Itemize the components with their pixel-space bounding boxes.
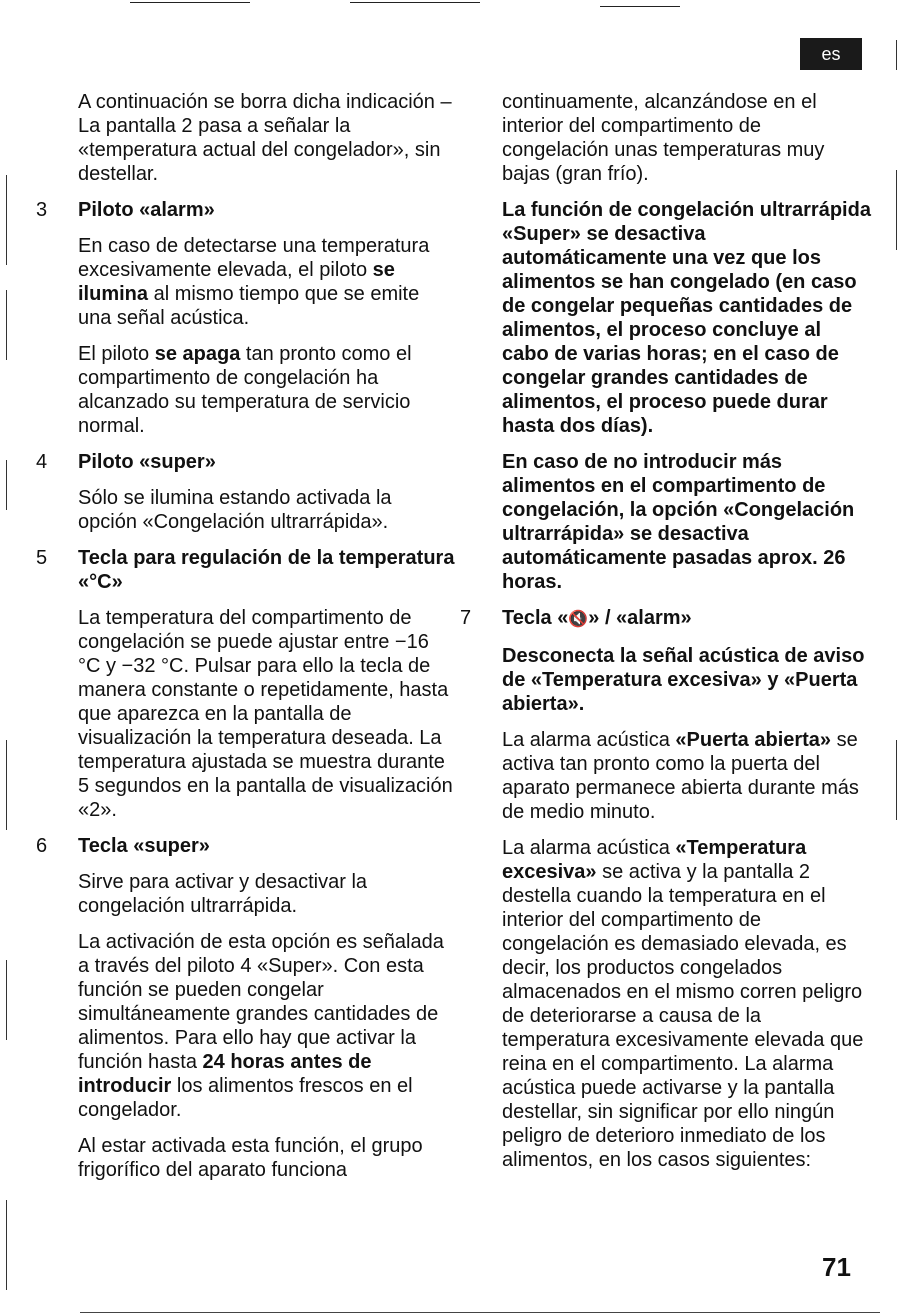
item-heading: Tecla para regulación de la temperatura «°C»: [78, 547, 455, 593]
right-margin-mark: [896, 170, 897, 250]
left-margin-mark: [6, 175, 7, 265]
left-margin-mark: [6, 1200, 7, 1290]
item-paragraph-bold: Desconecta la señal acústica de aviso de «Temperatura excesiva» y «Puerta abierta».: [502, 645, 865, 715]
top-rule-left: [130, 2, 250, 3]
paragraph-bold: La función de congelación ultrarrápida «Super» se desactiva automáticamente una vez que los alimentos se han congelado (en caso de congelar pequeñas cantidades de alimentos, el proceso concluye al cabo de varias horas; en el caso de congelar grandes cantidades de alimentos, el proceso puede durar hasta dos días).: [502, 199, 871, 437]
top-rule-right: [600, 6, 680, 7]
item-number: 3: [36, 199, 48, 221]
bottom-rule: [80, 1312, 880, 1313]
item-number: 7: [460, 607, 472, 629]
left-margin-mark: [6, 290, 7, 360]
alarm-off-icon: 🔇: [568, 611, 589, 628]
right-column: [460, 90, 872, 1184]
item-number: 4: [36, 451, 48, 473]
item-paragraph: Al estar activada esta función, el grupo frigorífico del aparato funciona: [78, 1135, 423, 1181]
item-heading: Tecla «🔇» / «alarm»: [502, 607, 692, 629]
left-column: [36, 90, 456, 1194]
item-paragraph: Sólo se ilumina estando activada la opción «Congelación ultrarrápida».: [78, 487, 392, 533]
right-margin-mark: [896, 40, 897, 70]
top-rule-mid: [350, 2, 480, 3]
paragraph: continuamente, alcanzándose en el interior del compartimento de congelación unas temperaturas muy bajas (gran frío).: [502, 91, 825, 185]
item-5: [36, 546, 456, 822]
item-paragraph: La activación de esta opción es señalada a través del piloto 4 «Super». Con esta función se pueden congelar simultáneamente grandes cantidades de alimentos. Para ello hay que activar la función hasta 24 horas antes de introducir los alimentos frescos en el congelador.: [78, 931, 444, 1121]
item-paragraph: Sirve para activar y desactivar la congelación ultrarrápida.: [78, 871, 368, 917]
language-badge: es: [800, 38, 862, 70]
paragraph-bold: En caso de no introducir más alimentos en el compartimento de congelación, la opción «Congelación ultrarrápida» se desactiva automáticamente pasadas aprox. 26 horas.: [502, 451, 855, 593]
item-paragraph: En caso de detectarse una temperatura excesivamente elevada, el piloto se ilumina al mismo tiempo que se emite una señal acústica.: [78, 235, 430, 329]
item-number: 6: [36, 835, 48, 857]
right-margin-mark: [896, 740, 897, 820]
item-7: [460, 606, 872, 1172]
item-heading: Piloto «alarm»: [78, 199, 215, 221]
item-heading: Tecla «super»: [78, 835, 210, 857]
item-4: [36, 450, 456, 534]
item-paragraph: La temperatura del compartimento de congelación se puede ajustar entre −16 °C y −32 °C. Pulsar para ello la tecla de manera constante o repetidamente, hasta que aparezca en la pantalla de visualización la temperatura deseada. La temperatura ajustada se muestra durante 5 segundos en la pantalla de visualización «2».: [78, 607, 453, 821]
intro-paragraph: A continuación se borra dicha indicación – La pantalla 2 pasa a señalar la «temperatura actual del congelador», sin destellar.: [78, 91, 452, 185]
left-margin-mark: [6, 740, 7, 830]
item-number: 5: [36, 547, 48, 569]
item-paragraph: El piloto se apaga tan pronto como el compartimento de congelación ha alcanzado su temperatura de servicio normal.: [78, 343, 412, 437]
left-margin-mark: [6, 460, 7, 510]
item-3: [36, 198, 456, 438]
item-heading: Piloto «super»: [78, 451, 216, 473]
page-number: 71: [822, 1252, 851, 1282]
item-6: [36, 834, 456, 1182]
item-paragraph: La alarma acústica «Puerta abierta» se activa tan pronto como la puerta del aparato permanece abierta durante más de medio minuto.: [502, 729, 859, 823]
left-margin-mark: [6, 960, 7, 1040]
item-paragraph: La alarma acústica «Temperatura excesiva» se activa y la pantalla 2 destella cuando la temperatura en el interior del compartimento de congelación es demasiado elevada, es decir, los productos congelados almacenados en el mismo corren peligro de deteriorarse a causa de la temperatura excesivamente elevada que reina en el compartimento. La alarma acústica puede activarse y la pantalla destellar, sin significar por ello ningún peligro de deterioro inmediato de los alimentos, en los casos siguientes:: [502, 837, 864, 1171]
